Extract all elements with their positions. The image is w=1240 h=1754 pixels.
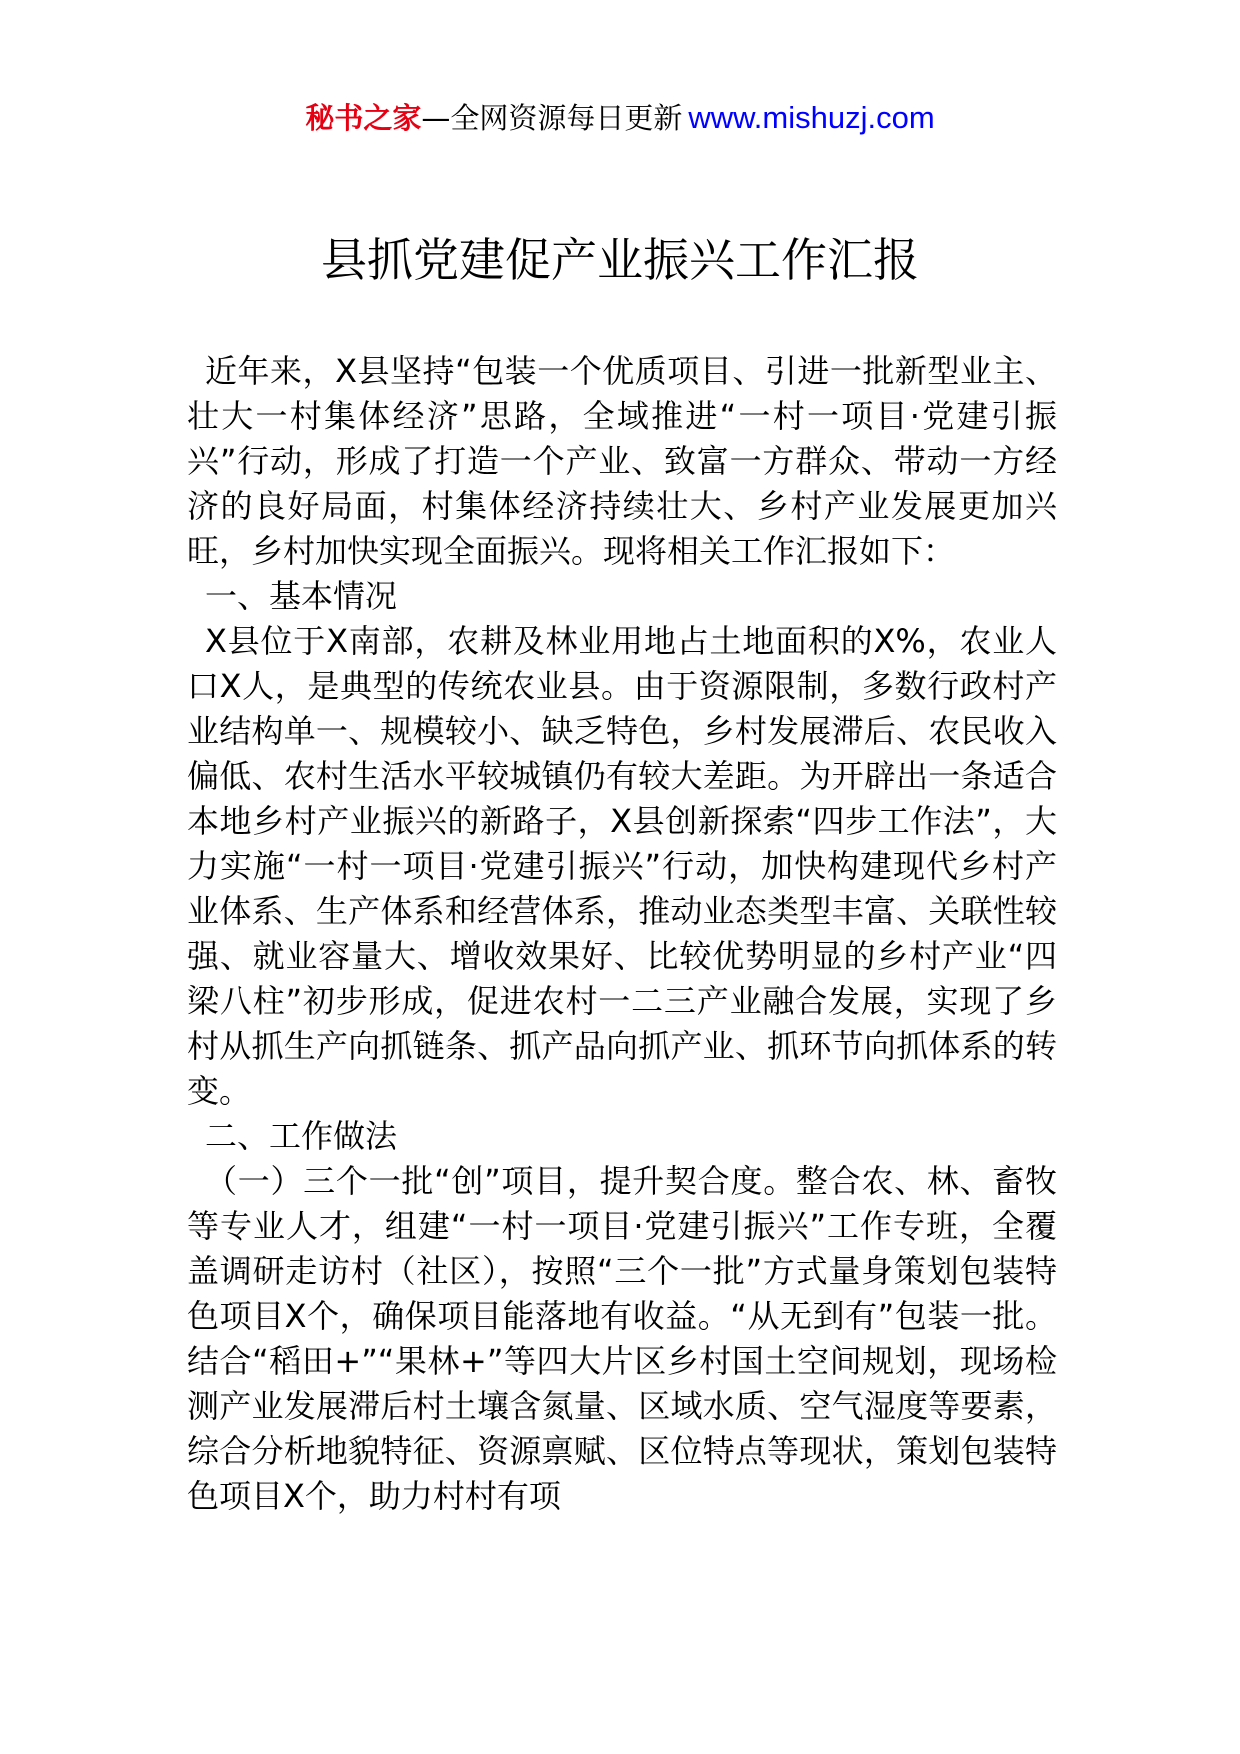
intro-paragraph: 近年来，X县坚持“包装一个优质项目、引进一批新型业主、壮大一村集体经济”思路，全域推进“一村一项目·党建引振兴”行动，形成了打造一个产业、致富一方群众、带动一方经济的良好局面，村集体经济持续壮大、乡村产业发展更加兴旺，乡村加快实现全面振兴。现将相关工作汇报如下： xyxy=(187,352,1057,570)
document-title: 县抓党建促产业振兴工作汇报 xyxy=(321,233,919,287)
methods-paragraph: （一）三个一批“创”项目，提升契合度。整合农、林、畜牧等专业人才，组建“一村一项目·党建引振兴”工作专班，全覆盖调研走访村（社区），按照“三个一批”方式量身策划包装特色项目X个，确保项目能落地有收益。“从无到有”包装一批。结合“稻田+”“果林+”等四大片区乡村国土空间规划，现场检测产业发展滞后村土壤含氮量、区域水质、空气湿度等要素，综合分析地貌特征、资源禀赋、区位特点等现状，策划包装特色项目X个，助力村村有项 xyxy=(187,1162,1057,1515)
site-tagline: —全网资源每日更新 xyxy=(421,101,683,135)
site-banner xyxy=(0,98,1240,138)
section-heading-methods: 二、工作做法 xyxy=(205,1117,398,1155)
document-body xyxy=(187,349,1057,1519)
site-url-link[interactable]: www.mishuzj.com xyxy=(688,100,935,135)
basic-situation-paragraph: X县位于X南部，农耕及林业用地占土地面积的X%，农业人口X人，是典型的传统农业县。由于资源限制，多数行政村产业结构单一、规模较小、缺乏特色，乡村发展滞后、农民收入偏低、农村生活水平较城镇仍有较大差距。为开辟出一条适合本地乡村产业振兴的新路子，X县创新探索“四步工作法”，大力实施“一村一项目·党建引振兴”行动，加快构建现代乡村产业体系、生产体系和经营体系，推动业态类型丰富、关联性较强、就业容量大、增收效果好、比较优势明显的乡村产业“四梁八柱”初步形成，促进农村一二三产业融合发展，实现了乡村从抓生产向抓链条、抓产品向抓产业、抓环节向抓体系的转变。 xyxy=(187,622,1057,1110)
site-brand: 秘书之家 xyxy=(305,101,422,135)
section-heading-basic: 一、基本情况 xyxy=(205,577,398,615)
